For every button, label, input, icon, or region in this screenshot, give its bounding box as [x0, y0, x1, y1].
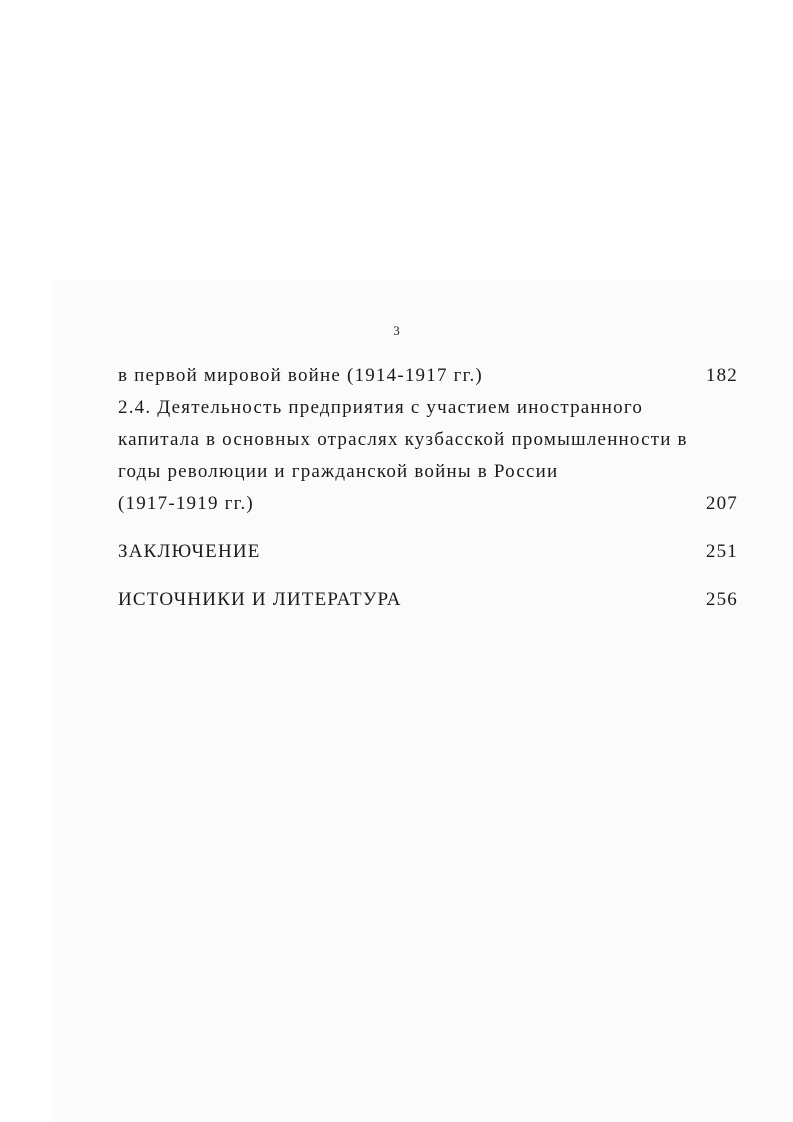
toc-entry-2-4-line-4	[118, 488, 738, 520]
toc-entry-text: капитала в основных отраслях кузбасской промышленности в	[118, 429, 688, 450]
toc-entry-text: в первой мировой войне (1914-1917 гг.)	[118, 365, 483, 386]
toc-entry-page: 251	[705, 541, 738, 562]
toc-entry-2-4-line-3	[118, 456, 738, 488]
toc-entry-text: ЗАКЛЮЧЕНИЕ	[118, 541, 261, 562]
toc-entry-sources	[118, 584, 738, 616]
toc-entry-page: 182	[705, 365, 738, 386]
toc-entry-page: 207	[705, 493, 738, 514]
toc-entry-2-4-line-1	[118, 392, 738, 424]
toc-entry-2-4-line-2	[118, 424, 738, 456]
toc-entry-text: годы революции и гражданской войны в России	[118, 461, 559, 482]
toc-entry-continuation	[118, 360, 738, 392]
table-of-contents	[118, 360, 738, 616]
toc-entry-text: 2.4. Деятельность предприятия с участием иностранного	[118, 397, 644, 418]
toc-entry-page: 256	[705, 589, 738, 610]
toc-entry-text: ИСТОЧНИКИ И ЛИТЕРАТУРА	[118, 589, 402, 610]
toc-entry-text: (1917-1919 гг.)	[118, 493, 254, 514]
toc-entry-conclusion	[118, 536, 738, 568]
page-number: 3	[393, 323, 400, 338]
